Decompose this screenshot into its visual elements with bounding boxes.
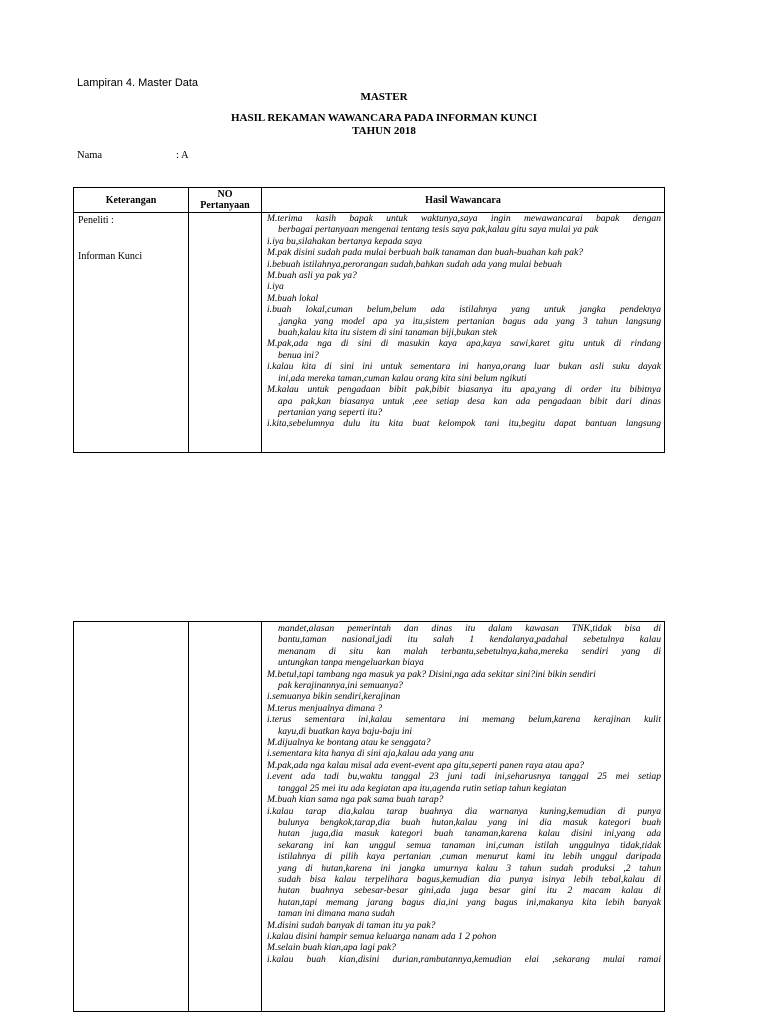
no-pertanyaan-cell <box>189 622 262 1012</box>
header-hasil-wawancara: Hasil Wawancara <box>262 188 665 213</box>
header-pertanyaan: Pertanyaan <box>200 200 250 211</box>
interview-line: ,jangka yang model apa ya itu,sistem pertanian bagus ada yang 3 tahun langsung <box>278 315 661 327</box>
interview-line: hutan,tapi memang jarang bagus dia,ini yang bagus ini,makanya kita lebih banyak <box>278 896 661 908</box>
appendix-label: Lampiran 4. Master Data <box>77 77 199 89</box>
title-year: TAHUN 2018 <box>352 125 416 137</box>
interview-line: untungkan tanpa mengeluarkan biaya <box>278 657 424 669</box>
interview-table-page1 <box>73 187 665 453</box>
interview-line: M.betul,tapi tambang nga masuk ya pak? Disini,nga ada sekitar sini?ini bikin sendiri <box>267 668 596 680</box>
title-master: MASTER <box>360 91 408 103</box>
interview-line: M.disini sudah banyak di taman itu ya pak? <box>267 919 436 931</box>
interview-line: i.kalau buah kian,disini durian,rambutannya,kemudian elai ,sekarang mulai ramai <box>267 953 661 965</box>
interview-line: pak kerajinannya,ini semuanya? <box>278 680 403 692</box>
interview-line: sudah bisa kalau terpelihara bagus,kemudian dia punya isinya lebih tebal,kalau di <box>278 873 661 885</box>
interview-line: berbagai pertanyaan mengenai tentang tesis saya pak,kalau gitu saya mulai ya pak <box>278 224 599 236</box>
interview-line: M.pak,ada nga di sini di masukin kaya apa,kaya sawi,karet gitu untuk di rindang <box>267 338 661 350</box>
interview-line: i.iya <box>267 281 284 293</box>
interview-line: apa pak,kan biasanya untuk ,eee setiap desa kan ada pengadaan bibit dari dinas <box>278 395 661 407</box>
interview-text-cell <box>262 213 665 453</box>
keterangan-cell <box>74 213 189 453</box>
interview-line: sekarang ini kan unggul semua tanaman ini,cuman istilah unggulnya tidak,tidak <box>278 839 661 851</box>
interview-line: benua ini? <box>278 349 319 361</box>
interview-line: i.kita,sebelumnya dulu itu kita buat kelompok tani itu,begitu dapat bantuan langsung <box>267 418 661 430</box>
interview-line: mandet,alasan pemerintah dan dinas itu dalam kawasan TNK,tidak bisa di <box>278 623 661 634</box>
interview-line: tanggal 25 mei itu ada kegiatan apa itu,agenda rutin setiap tahun kegiatan <box>278 782 567 794</box>
interview-line: i.kalau tarap dia,kalau tarap buahnya dia warnanya kuning,kemudian di punya <box>267 805 661 817</box>
no-pertanyaan-cell <box>189 213 262 453</box>
interview-line: M.buah kian sama nga pak sama buah tarap? <box>267 794 444 806</box>
interview-line: M.terima kasih bapak untuk waktunya,saya ingin mewawancarai bapak dengan <box>267 213 661 224</box>
title-hasil-rekaman: HASIL REKAMAN WAWANCARA PADA INFORMAN KUNCI <box>230 112 538 124</box>
interview-line: buah,kalau kita itu sistem di sini tanaman biji,bukan stek <box>278 327 498 339</box>
label-informan: Informan Kunci <box>78 251 143 262</box>
interview-line: M.selain buah kian,apa lagi pak? <box>267 942 396 954</box>
interview-line: kayu,di buatkan kaya baju-baju ini <box>278 725 413 737</box>
interview-line: M.kalau untuk pengadaan bibit pak,bibit biasanya itu apa,yang di order itu bibitnya <box>267 384 661 396</box>
interview-line: hutan juga,dia masuk kategori buah tanaman,karena kalau disini ini,yang ada <box>278 828 661 840</box>
nama-label: Nama <box>77 150 103 161</box>
interview-line: taman ini dimana mana sudah <box>278 908 395 920</box>
interview-line: M.buah lokal <box>267 292 319 304</box>
interview-lines <box>262 622 664 965</box>
label-peneliti: Peneliti : <box>78 215 114 226</box>
interview-line: i.bebuah istilahnya,perorangan sudah,bahkan sudah ada yang mulai bebuah <box>267 258 562 270</box>
header-no: NO <box>217 189 233 200</box>
interview-line: M.dijualnya ke bontang atau ke senggata? <box>267 737 431 749</box>
interview-line: yang di hutan,karena ini jangka umurnya kalau 3 tahun sudah produksi ,2 tahun <box>278 862 661 874</box>
interview-line: i.sementara kita hanya di sini aja,kalau ada yang anu <box>267 748 474 760</box>
interview-line: i.iya bu,silahakan bertanya kepada saya <box>267 235 423 247</box>
interview-line: hutan buahnya sebesar-besar gini,ada juga besar gini itu 2 macam kalau di <box>278 885 661 897</box>
interview-line: bantu,taman nasional,jadi itu salah 1 kendalanya,padahal sebetulnya kalau <box>278 634 661 646</box>
interview-line: i.kalau kita di sini ini untuk sementara ini hanya,orang luar bukan asli suku dayak <box>267 361 661 373</box>
interview-line: M.terus menjualnya dimana ? <box>267 702 383 714</box>
header-no-pertanyaan <box>189 188 262 213</box>
interview-line: ini,ada mereka taman,cuman kalau orang kita sini belum ngikuti <box>278 372 527 384</box>
interview-line: i.semuanya bikin sendiri,kerajinan <box>267 691 401 703</box>
interview-line: i.terus sementara ini,kalau sementara ini memang belum,karena kerajinan kulit <box>267 714 661 726</box>
interview-line: pertanian yang seperti itu? <box>278 406 383 418</box>
interview-line: M.buah asli ya pak ya? <box>267 270 357 282</box>
interview-line: M.pak,ada nga kalau misal ada event-event apa gitu,seperti panen raya atau apa? <box>267 759 585 771</box>
interview-lines <box>262 213 664 430</box>
interview-text-cell <box>262 622 665 1012</box>
interview-line: i.buah lokal,cuman belum,belum ada istilahnya yang untuk jangka pendeknya <box>267 304 661 316</box>
interview-line: i.event ada tadi bu,waktu tanggal 23 juni tadi ini,seharusnya tanggal 25 mei setiap <box>267 771 661 783</box>
interview-line: M.pak disini sudah pada mulai berbuah baik tanaman dan buah-buahan kah pak? <box>267 247 584 259</box>
nama-value: : A <box>176 150 189 161</box>
interview-line: bulunya bengkok,tarap,dia buah hutan,kalau yang ini dia masuk kategori buah <box>278 816 661 828</box>
interview-line: istilahnya di pilih kaya pertanian ,cuman menurut kami itu lebih unggul daripada <box>278 851 661 863</box>
interview-line: i.kalau disini hampir semua keluarga nanam ada 1 2 pohon <box>267 930 497 942</box>
header-keterangan: Keterangan <box>74 188 189 213</box>
interview-line: menanam di situ kan malah terbantu,sebetulnya,kaha,mereka sendiri yang di <box>278 645 661 657</box>
interview-table-page2 <box>73 621 665 1012</box>
keterangan-cell <box>74 622 189 1012</box>
